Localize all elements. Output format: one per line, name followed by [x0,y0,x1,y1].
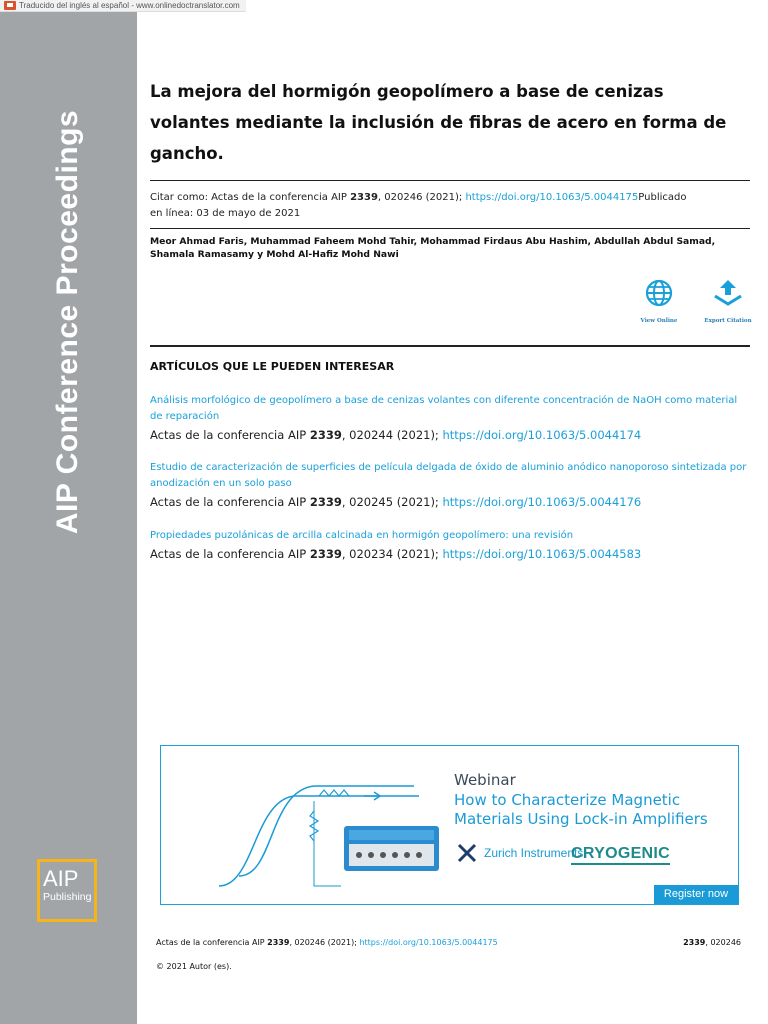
ref-middle: , 020234 (2021); [341,547,443,561]
cite-middle: , 020246 (2021); [377,192,466,203]
related-article-ref [150,426,750,444]
related-article-ref [150,493,750,511]
ref-middle: , 020244 (2021); [341,428,443,442]
related-article-title[interactable]: Propiedades puzolánicas de arcilla calcinada en hormigón geopolímero: una revisión [150,530,574,541]
divider [150,228,750,229]
related-article-ref [150,545,750,563]
related-article [150,460,750,511]
footer-prefix: Actas de la conferencia AIP [156,938,268,947]
ad-illustration [169,756,449,896]
cite-prefix: Citar como: Actas de la conferencia AIP [150,192,351,203]
footer-right-page: , 020246 [705,938,741,947]
zurich-x-icon [456,842,478,864]
copyright: © 2021 Autor (es). [156,962,232,971]
cryogenic-logo: CRYOGENIC [571,845,670,865]
sidebar [0,12,137,1024]
related-article [150,393,750,444]
export-citation-button[interactable] [698,278,758,324]
zurich-instruments-text: Zurich Instruments [484,845,584,860]
translate-icon [4,1,16,10]
webinar-ad-banner[interactable] [160,745,739,905]
related-article-title[interactable]: Estudio de caracterización de superficies de película delgada de óxido de aluminio anódico nanoporoso sintetizada por anodización en un solo paso [150,462,747,489]
cite-doi-link[interactable]: https://doi.org/10.1063/5.0044175 [465,192,639,203]
ref-volume: 2339 [309,547,342,561]
webinar-label: Webinar [454,771,516,789]
footer-page-ref [683,938,741,947]
ref-doi-link[interactable]: https://doi.org/10.1063/5.0044176 [442,495,642,509]
aip-publishing-logo [37,859,97,922]
zurich-instruments-logo [456,842,583,864]
view-online-button[interactable] [629,278,689,324]
article-title: La mejora del hormigón geopolímero a base de cenizas volantes mediante la inclusión de fibras de acero en forma de gancho. [150,82,727,163]
ref-doi-link[interactable]: https://doi.org/10.1063/5.0044174 [442,428,642,442]
footer-volume: 2339 [267,938,290,947]
divider [150,345,750,347]
footer-middle: , 020246 (2021); [289,938,360,947]
ref-middle: , 020245 (2021); [341,495,443,509]
view-online-label: View Online [640,318,678,324]
citation [150,190,710,222]
register-now-button[interactable]: Register now [654,885,738,904]
ref-doi-link[interactable]: https://doi.org/10.1063/5.0044583 [442,547,642,561]
translator-banner[interactable] [0,0,246,12]
globe-icon [644,278,674,308]
ref-prefix: Actas de la conferencia AIP [150,495,310,509]
related-article-title[interactable]: Análisis morfológico de geopolímero a base de cenizas volantes con diferente concentración de NaOH como material de reparación [150,395,738,422]
ref-volume: 2339 [309,495,342,509]
related-article [150,528,750,563]
divider [150,180,750,181]
cite-volume: 2339 [350,192,378,203]
related-heading: ARTÍCULOS QUE LE PUEDEN INTERESAR [150,360,395,373]
cite-online-date: en línea: 03 de mayo de 2021 [150,208,301,219]
journal-title: AIP Conference Proceedings [51,109,84,535]
footer-right-volume: 2339 [683,938,706,947]
logo-line-1: AIP [43,866,79,891]
ref-prefix: Actas de la conferencia AIP [150,547,310,561]
ref-volume: 2339 [309,428,342,442]
export-icon [712,278,744,308]
footer-citation [156,938,741,947]
ref-prefix: Actas de la conferencia AIP [150,428,310,442]
translator-banner-text[interactable]: Traducido del inglés al español - www.onlinedoctranslator.com [19,1,240,10]
webinar-headline: How to Characterize Magnetic Materials Using Lock-in Amplifiers [454,791,708,828]
author-list: Meor Ahmad Faris, Muhammad Faheem Mohd Tahir, Mohammad Firdaus Abu Hashim, Abdullah Abdul Samad, Shamala Ramasamy y Mohd Al-Hafiz Mohd Nawi [150,236,716,260]
logo-line-2: Publishing [43,891,92,903]
cite-published: Publicado [638,192,687,203]
footer-doi-link[interactable]: https://doi.org/10.1063/5.0044175 [359,938,498,947]
export-citation-label: Export Citation [704,318,752,324]
